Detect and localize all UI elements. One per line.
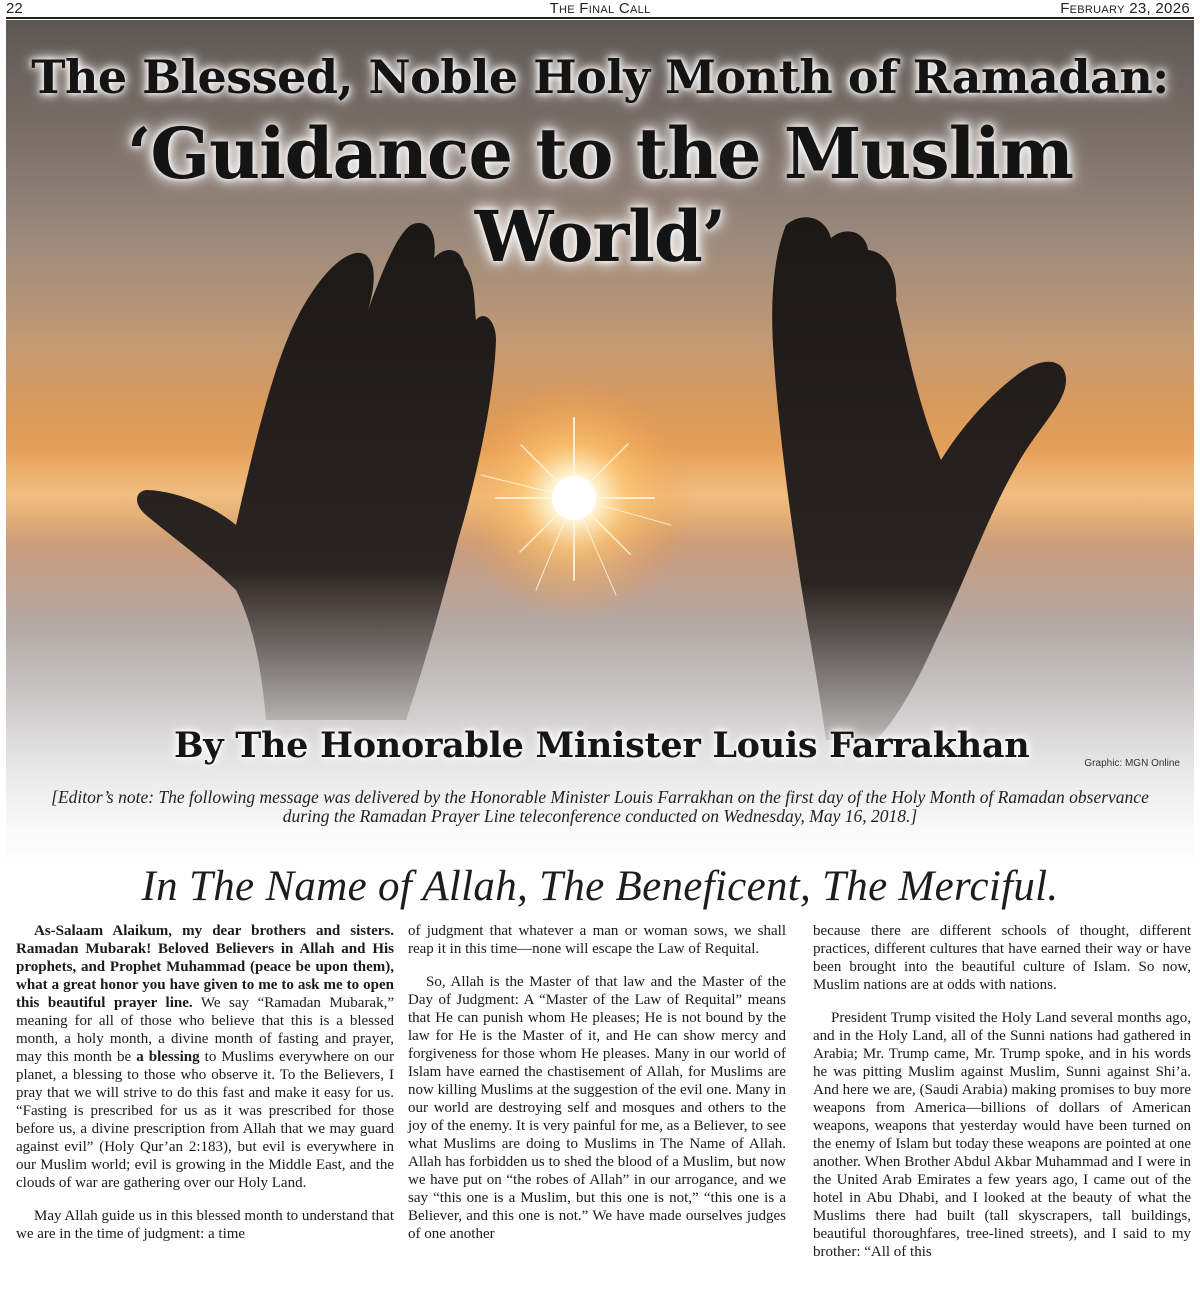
folio-rule xyxy=(6,17,1194,19)
lead-in-text: As-Salaam Alaikum, my dear brothers and sisters. Ramadan Mubarak! Beloved Believers in Allah and His prophets, and Prophet Muhammad (peace be upon them), what a great honor you have given to me to ask me to open this beautiful prayer line. xyxy=(16,923,394,1011)
article-paragraph: of judgment that whatever a man or woman sows, we shall reap it in this time—none will escape the Law of Requital. xyxy=(408,923,786,957)
article-column-3 xyxy=(813,922,1191,1276)
headline-line-1: The Blessed, Noble Holy Month of Ramadan: xyxy=(31,50,1169,104)
newspaper-name: The Final Call xyxy=(549,0,651,17)
byline: By The Honorable Minister Louis Farrakhan xyxy=(174,725,1030,766)
paragraph-text: We say “Ramadan Mubarak,” meaning for all of those who believe that this is a blessed month, a holy month, a divine month of fasting and prayer, may this month be xyxy=(16,995,395,1065)
photo-credit: Graphic: MGN Online xyxy=(1084,758,1180,769)
page-number: 22 xyxy=(6,0,23,17)
issue-date: February 23, 2026 xyxy=(1060,0,1190,17)
editors-note: [Editor’s note: The following message was delivered by the Honorable Minister Louis Farrakhan on the first day of the Holy Month of Ramadan observance during the Ramadan Prayer Line teleconference conducted on Wednesday, May 16, 2018.] xyxy=(51,787,1149,826)
article-paragraph: May Allah guide us in this blessed month to understand that we are in the time of judgment: a time xyxy=(16,1208,394,1242)
article-paragraph: So, Allah is the Master of that law and the Master of the Day of Judgment: A “Master of the Law of Requital” means that He can punish whom He pleases; He is not bound by the law for He is the Master of it, and He can show mercy and forgiveness for those whom He pleases. Many in our world of Islam have earned the chastisement of Allah, for Muslims are now killing Muslims at the suggestion of the evil one. Many in our world are destroying self and mosques and others to the joy of the enemy. It is very painful for me, as a Believer, to see what Muslims are doing to Muslims in The Name of Allah. Allah has forbidden us to shed the blood of a Muslim, but now we have put on “the robes of Allah” in our arrogance, and we say “this one is a Muslim, but this one is not,” “this one is a Believer, and this one is not.” We have made ourselves judges of one another xyxy=(408,974,786,1242)
sun-core xyxy=(552,476,596,520)
article-column-2 xyxy=(408,922,786,1258)
bismillah-heading: In The Name of Allah, The Beneficent, The Merciful. xyxy=(141,863,1059,910)
article-paragraph: President Trump visited the Holy Land several months ago, and in the Holy Land, all of the Sunni nations had gathered in Arabia; Mr. Trump came, Mr. Trump spoke, and in his words he was pitting Muslim against Muslim, Sunni against Shi’a. And here we are, (Saudi Arabia) making promises to buy more weapons from America—billions of dollars of American weapons, weapons that yesterday would have been turned on the enemy of Islam but today these weapons are pointed at one another. When Brother Abdul Akbar Muhammad and I were in the United Arab Emirates a few years ago, I came out of the hotel in Abu Dhabi, and I looked at the beauty of what the Muslims there had built (tall skyscrapers, tall buildings, beautiful thoroughfares, tree-lined streets), and I said to my brother: “All of this xyxy=(813,1010,1191,1260)
article-paragraph xyxy=(16,922,394,1192)
emphasis-text: a blessing xyxy=(136,1049,200,1065)
article-paragraph: because there are different schools of thought, different practices, different cultures that have earned their way or have been brought into the beautiful culture of Islam. So now, Muslim nations are at odds with nations. xyxy=(813,923,1191,993)
page-folio xyxy=(0,0,1200,18)
paragraph-text: to Muslims everywhere on our planet, a blessing to those who observe it. To the Believers, I pray that we will strive to do this fast and make it easy for us. “Fasting is prescribed for us as it was prescribed for those before us, a divine prescription from Allah that we may guard against evil” (Holy Qur’an 2:183), but evil is everywhere in our Muslim world; evil is growing in the Middle East, and the clouds of war are gathering over our Holy Land. xyxy=(16,1049,394,1191)
hero-photo xyxy=(6,20,1194,865)
headline-line-2: ‘Guidance to the Muslim World’ xyxy=(127,112,1073,278)
article-column-1 xyxy=(16,922,394,1258)
